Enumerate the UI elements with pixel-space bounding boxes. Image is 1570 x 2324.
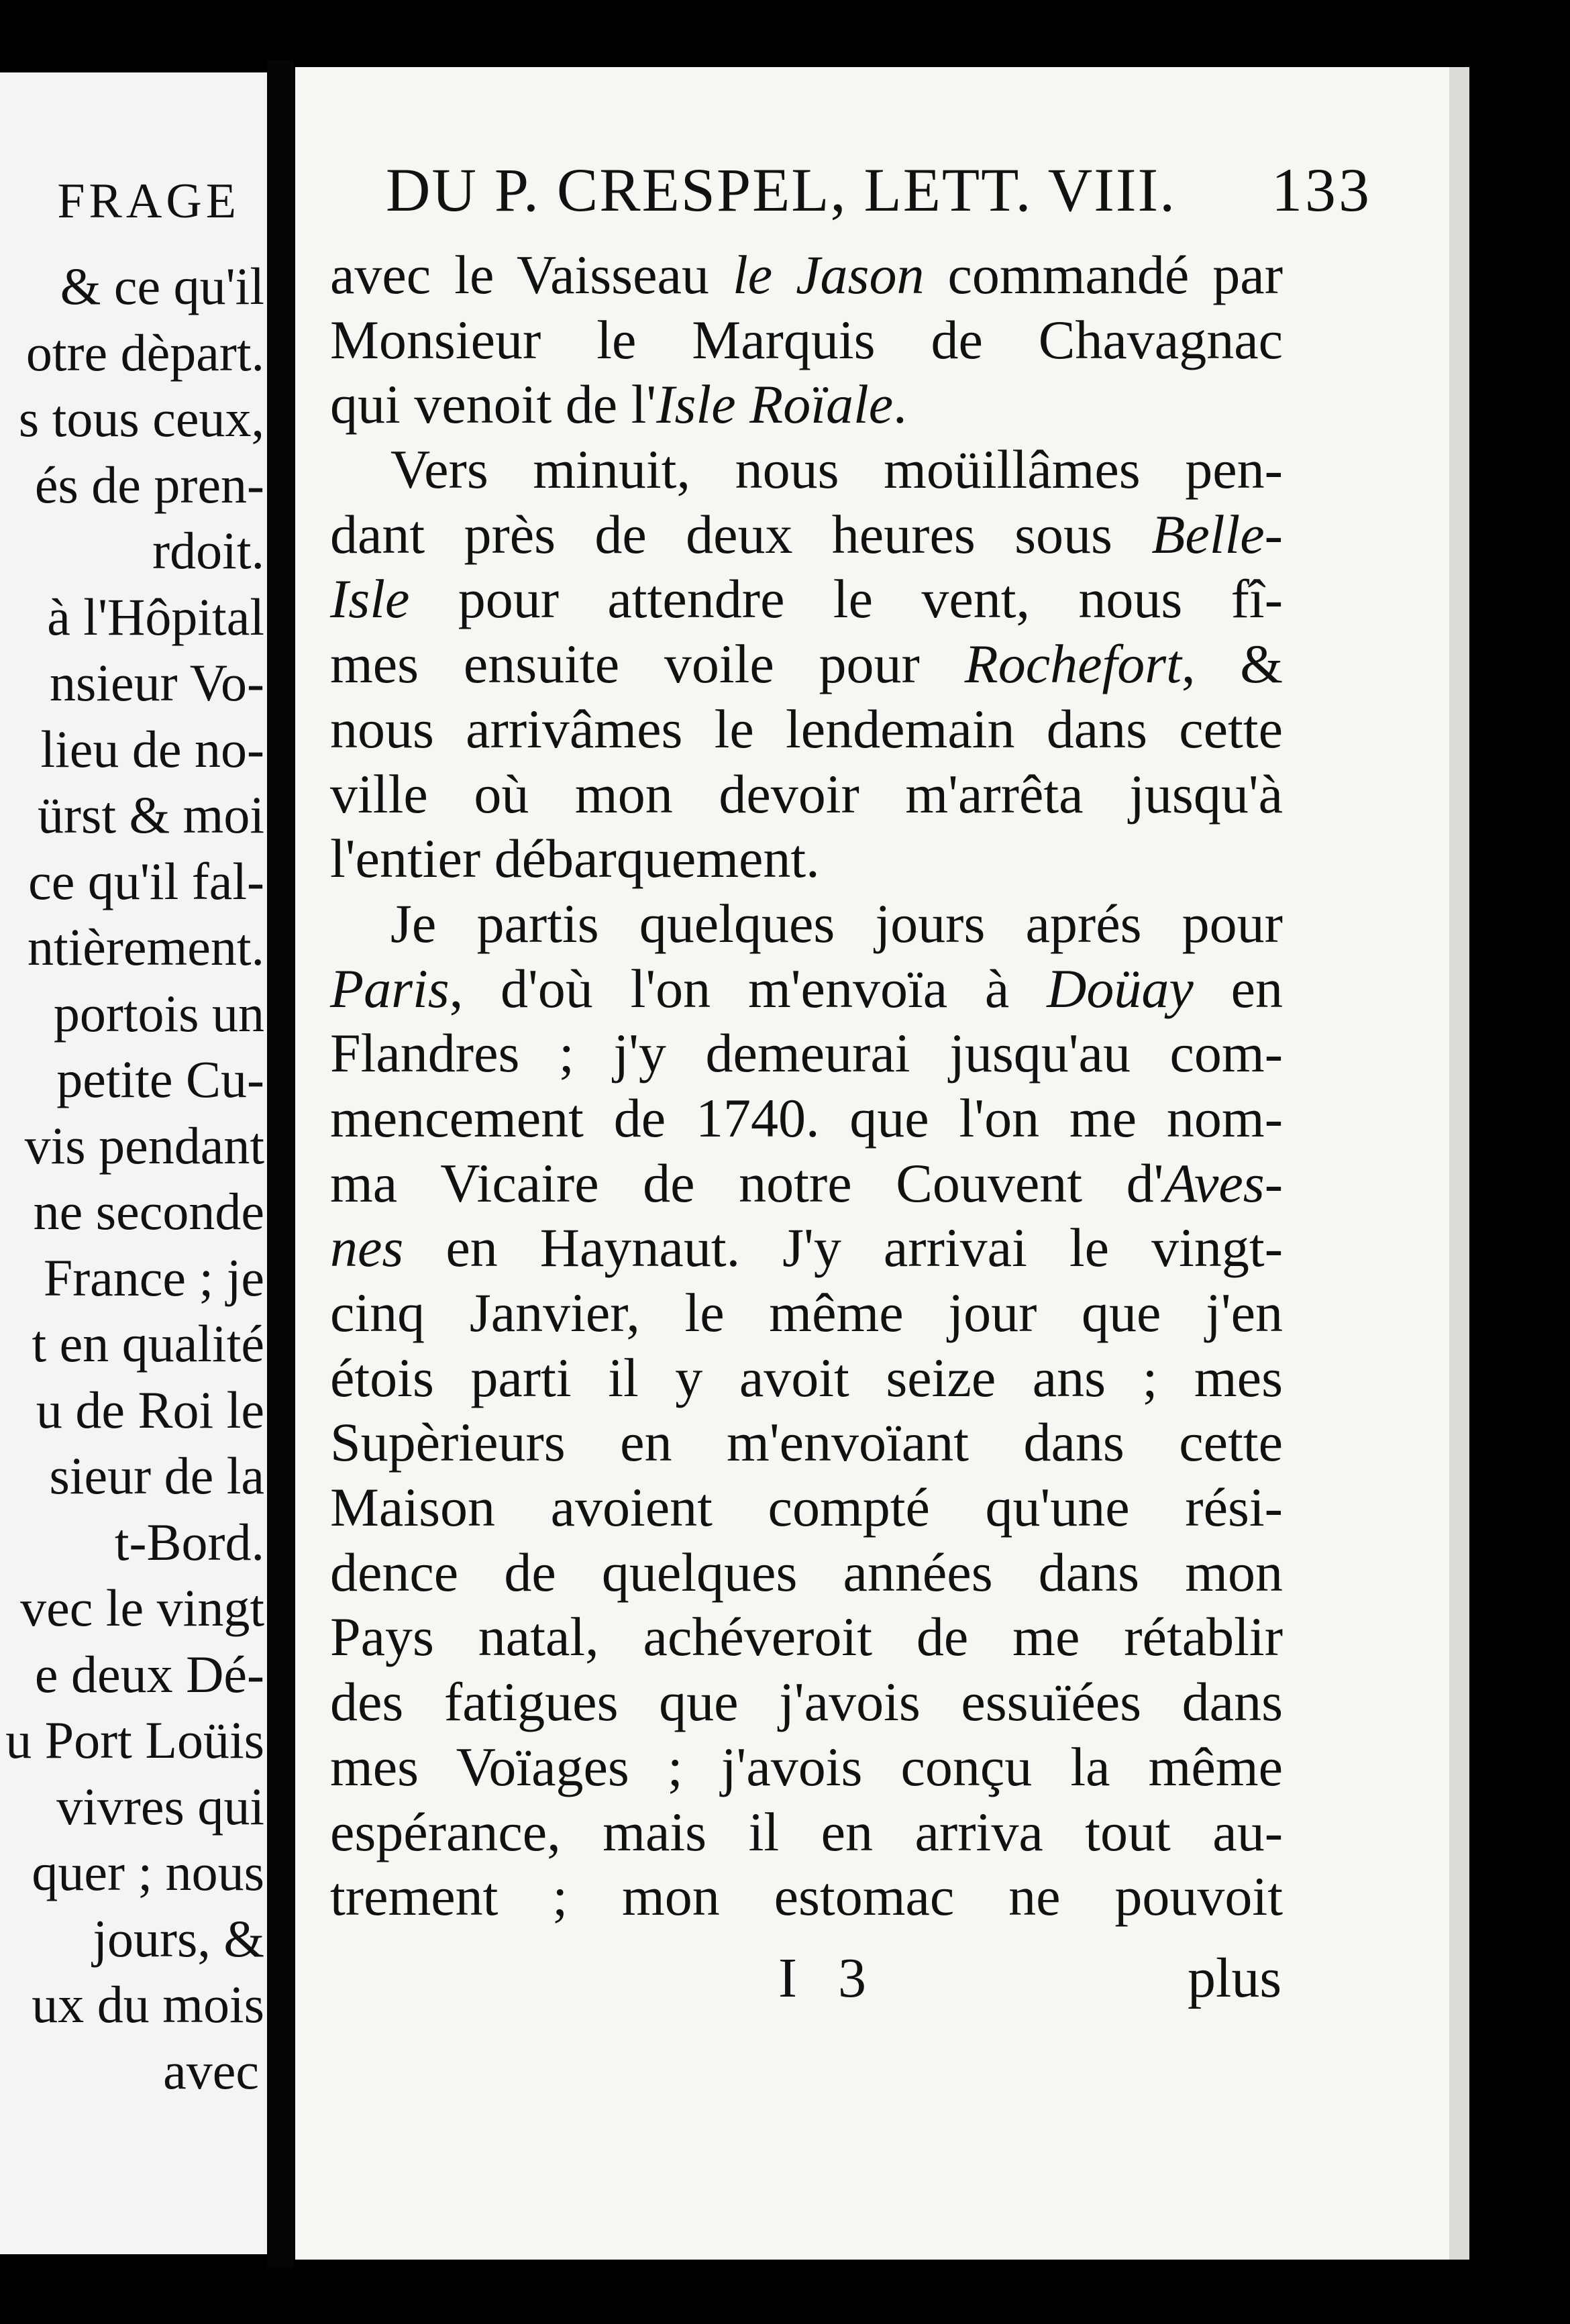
roman-text: Vers minuit, nous moüillâmes pen- — [390, 439, 1283, 500]
text-line — [330, 1281, 1283, 1346]
page-number: 133 — [1271, 156, 1372, 224]
italic-text: Paris — [330, 957, 450, 1019]
italic-text: Isle — [330, 568, 410, 630]
left-text-line: sieur de la — [49, 1446, 264, 1505]
text-line — [330, 1864, 1283, 1930]
italic-text: Belle- — [1151, 503, 1283, 565]
italic-text: Doüay — [1047, 957, 1194, 1019]
roman-text: ville où mon devoir m'arrêta jusqu'à — [330, 763, 1283, 825]
left-facing-page — [0, 72, 280, 2254]
scan-border — [0, 2268, 1570, 2324]
roman-text: ma Vicaire de notre Couvent d' — [330, 1152, 1164, 1214]
left-text-line: s tous ceux, — [18, 389, 264, 447]
roman-text: en Haynaut. J'y arrivai le vingt- — [403, 1217, 1283, 1279]
left-text-line: otre dèpart. — [25, 323, 264, 382]
left-text-line: ürst & moi — [37, 786, 264, 844]
roman-text: Pays natal, achéveroit de me rétablir — [330, 1606, 1283, 1668]
left-running-head: FRAGE — [57, 174, 240, 229]
roman-text: dant près de deux heures sous — [330, 503, 1152, 565]
text-line — [330, 892, 1283, 957]
left-text-line: ne seconde — [33, 1182, 264, 1240]
running-head-title: DU P. CRESPEL, LETT. VIII. — [386, 156, 1177, 224]
left-text-line: portois un — [53, 984, 264, 1043]
text-line — [330, 827, 1283, 892]
text-line — [330, 1475, 1283, 1540]
roman-text: Je partis quelques jours aprés pour — [390, 892, 1283, 954]
left-text-line: ce qu'il fal- — [28, 851, 264, 910]
roman-text: , d'où l'on m'envoïa à — [449, 957, 1047, 1019]
left-text-line: vis pendant — [24, 1116, 264, 1175]
left-text-line: vivres qui — [56, 1777, 264, 1836]
left-text-line: e deux Dé- — [34, 1644, 264, 1703]
roman-text: . — [893, 374, 907, 435]
left-text-line: & ce qu'il — [60, 257, 264, 315]
left-text-line: rdoit. — [152, 521, 264, 580]
italic-text: Rochefort — [964, 633, 1182, 695]
text-line — [330, 632, 1283, 697]
left-text-line: jours, & — [93, 1909, 264, 1968]
roman-text: étois parti il y avoit seize ans ; mes — [330, 1346, 1283, 1408]
left-text-line: quer ; nous — [32, 1843, 264, 1901]
text-line — [330, 437, 1283, 503]
roman-text: Monsieur le Marquis de Chavagnac — [330, 309, 1283, 370]
text-line — [330, 957, 1283, 1022]
running-head — [386, 154, 1432, 235]
roman-text: Supèrieurs en m'envoïant dans cette — [330, 1412, 1283, 1473]
roman-text: qui venoit de l' — [330, 374, 657, 435]
roman-text: des fatigues que j'avois essuïées dans — [330, 1671, 1283, 1733]
left-text-line: u Port Loüis — [5, 1711, 264, 1769]
right-page — [295, 67, 1469, 2260]
page-body-text — [330, 243, 1283, 1930]
book-gutter — [267, 60, 294, 2268]
text-line — [330, 1216, 1283, 1281]
left-text-line: u de Roi le — [36, 1380, 264, 1439]
roman-text: Flandres ; j'y demeurai jusqu'au com- — [330, 1022, 1283, 1084]
catchword: plus — [1188, 1947, 1282, 2009]
text-line — [330, 1086, 1283, 1151]
left-text-line: nsieur Vo- — [50, 653, 264, 712]
text-line — [330, 503, 1283, 568]
text-line — [330, 1800, 1283, 1865]
left-text-line: t-Bord. — [114, 1512, 264, 1571]
roman-text: en — [1193, 957, 1283, 1019]
roman-text: dence de quelques années dans mon — [330, 1541, 1283, 1603]
roman-text: pour attendre le vent, nous fî- — [409, 568, 1283, 630]
left-text-line: France ; je — [43, 1248, 264, 1307]
text-line — [330, 762, 1283, 827]
text-line — [330, 697, 1283, 762]
roman-text: , & — [1181, 633, 1283, 695]
text-line — [330, 372, 1283, 437]
left-catchword: avec — [163, 2041, 259, 2100]
left-text-line: à l'Hôpital — [47, 587, 264, 646]
roman-text: mes Voïages ; j'avois conçu la même — [330, 1736, 1283, 1797]
left-text-line: vec le vingt — [20, 1579, 264, 1637]
text-line — [330, 243, 1283, 308]
roman-text: mencement de 1740. que l'on me nom- — [330, 1087, 1283, 1149]
text-line — [330, 1670, 1283, 1735]
text-line — [330, 1410, 1283, 1475]
text-line — [330, 1605, 1283, 1670]
italic-text: Isle Roïale — [656, 374, 894, 435]
left-text-line: és de pren- — [34, 455, 264, 514]
left-text-line: lieu de no- — [40, 719, 264, 778]
signature-mark: I 3 — [778, 1947, 880, 2009]
text-line — [330, 308, 1283, 373]
page-edge — [1449, 67, 1469, 2260]
left-page-text — [5, 254, 264, 2104]
text-line — [330, 567, 1283, 632]
text-line — [330, 1540, 1283, 1605]
text-line — [330, 1346, 1283, 1411]
italic-text: Aves- — [1163, 1152, 1283, 1214]
roman-text: trement ; mon estomac ne pouvoit — [330, 1866, 1283, 1927]
italic-text: le Jason — [732, 244, 925, 305]
text-line — [330, 1151, 1283, 1216]
roman-text: nous arrivâmes le lendemain dans cette — [330, 698, 1283, 759]
roman-text: mes ensuite voile pour — [330, 633, 965, 695]
left-text-line: petite Cu- — [56, 1050, 264, 1108]
roman-text: espérance, mais il en arriva tout au- — [330, 1801, 1283, 1862]
left-text-line: ux du mois — [32, 1975, 264, 2034]
text-line — [330, 1735, 1283, 1800]
italic-text: nes — [330, 1217, 404, 1279]
roman-text: avec le Vaisseau — [330, 244, 733, 305]
roman-text: commandé par — [924, 244, 1284, 305]
roman-text: cinq Janvier, le même jour que j'en — [330, 1282, 1283, 1343]
roman-text: l'entier débarquement. — [330, 828, 820, 890]
left-text-line: ntièrement. — [27, 918, 264, 976]
left-text-line: t en qualité — [32, 1314, 264, 1373]
roman-text: Maison avoient compté qu'une rési- — [330, 1477, 1283, 1538]
text-line — [330, 1021, 1283, 1086]
